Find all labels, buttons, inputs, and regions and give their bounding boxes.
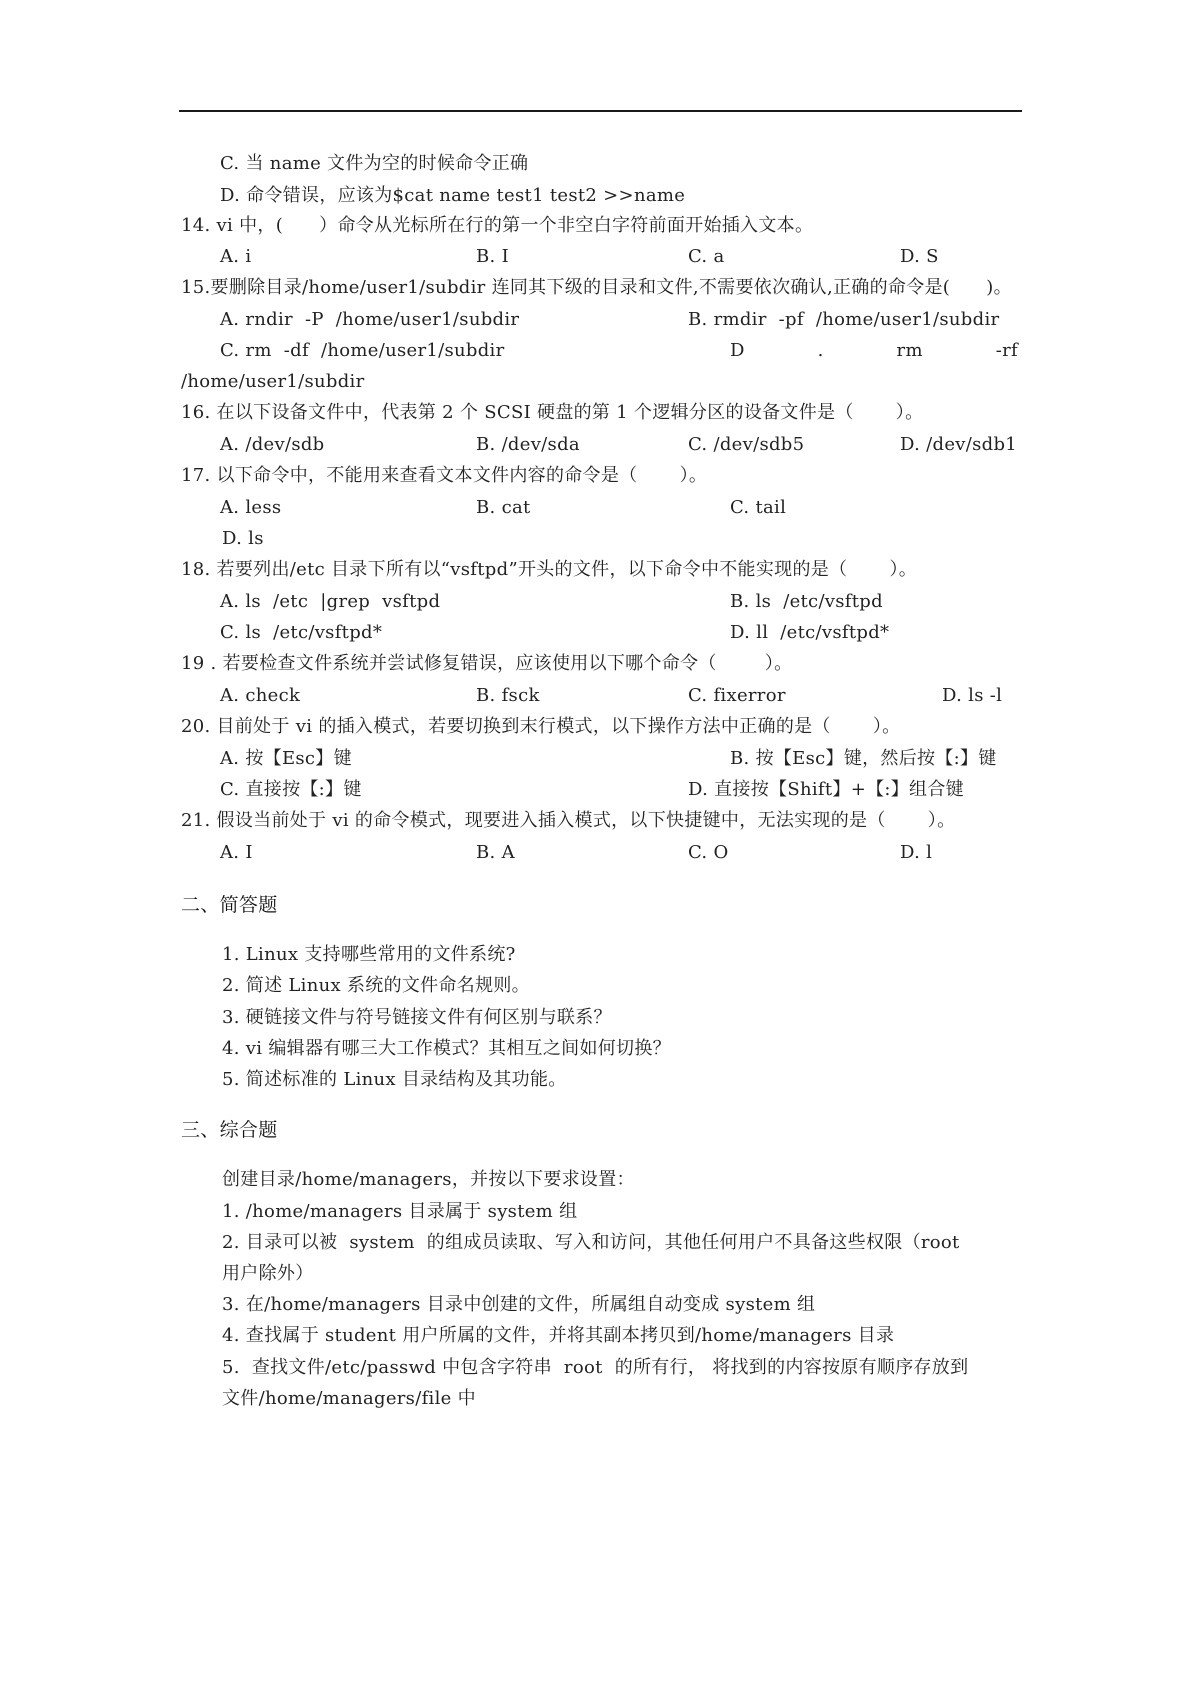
q16-stem: 16. 在以下设备文件中，代表第 2 个 SCSI 硬盘的第 1 个逻辑分区的设备文件是（ ）。 — [181, 402, 924, 423]
q17-option-c: C. tail — [730, 497, 787, 518]
q14-option-d: D. S — [900, 246, 939, 267]
q13-option-d: D. 命令错误，应该为$cat name test1 test2 >>name — [220, 185, 686, 206]
q19-option-a: A. check — [220, 685, 301, 706]
q21-stem: 21. 假设当前处于 vi 的命令模式，现要进入插入模式，以下快捷键中，无法实现的是（ ）。 — [181, 810, 956, 831]
q15-option-d-flag: -rf — [995, 340, 1018, 361]
q19-option-c: C. fixerror — [688, 685, 786, 706]
q18-option-c: C. ls /etc/vsftpd* — [220, 622, 383, 643]
q14-option-c: C. a — [688, 246, 725, 267]
q19-stem: 19 . 若要检查文件系统并尝试修复错误，应该使用以下哪个命令（ ）。 — [181, 653, 793, 674]
q17-option-a: A. less — [220, 497, 282, 518]
section-3-item-1: 1. /home/managers 目录属于 system 组 — [222, 1201, 578, 1222]
q21-option-c: C. O — [688, 842, 729, 863]
q17-option-d: D. ls — [222, 528, 264, 549]
header-rule — [179, 110, 1022, 112]
section-3-item-2: 2. 目录可以被 system 的组成员读取、写入和访问，其他任何用户不具备这些权限（root — [222, 1232, 960, 1253]
q15-option-d-dot: . — [817, 340, 824, 361]
section-3-item-3: 3. 在/home/managers 目录中创建的文件，所属组自动变成 system 组 — [222, 1294, 816, 1315]
q15-option-d-cmd: rm — [896, 340, 923, 361]
q15-stem: 15.要删除目录/home/user1/subdir 连同其下级的目录和文件,不需要依次确认,正确的命令是( )。 — [181, 277, 1012, 298]
section-2-item-4: 4. vi 编辑器有哪三大工作模式？其相互之间如何切换？ — [222, 1038, 671, 1059]
section-3-item-2-continued: 用户除外） — [222, 1263, 314, 1284]
q15-option-c: C. rm -df /home/user1/subdir — [220, 340, 505, 361]
q17-stem: 17. 以下命令中，不能用来查看文本文件内容的命令是（ ）。 — [181, 465, 708, 486]
q15-option-a: A. rndir -P /home/user1/subdir — [220, 309, 520, 330]
q20-stem: 20. 目前处于 vi 的插入模式，若要切换到末行模式，以下操作方法中正确的是（ ）。 — [181, 716, 901, 737]
q19-option-b: B. fsck — [476, 685, 540, 706]
q16-option-c: C. /dev/sdb5 — [688, 434, 805, 455]
q20-option-d: D. 直接按【Shift】+【:】组合键 — [688, 779, 964, 800]
q16-option-d: D. /dev/sdb1 — [900, 434, 1018, 455]
q15-option-b: B. rmdir -pf /home/user1/subdir — [688, 309, 1000, 330]
section-2-item-5: 5. 简述标准的 Linux 目录结构及其功能。 — [222, 1069, 567, 1090]
q21-option-a: A. I — [220, 842, 253, 863]
q15-option-d — [730, 339, 1018, 363]
q14-stem: 14. vi 中，( ）命令从光标所在行的第一个非空白字符前面开始插入文本。 — [181, 215, 814, 236]
q17-option-b: B. cat — [476, 497, 531, 518]
q18-option-d: D. ll /etc/vsftpd* — [730, 622, 890, 643]
q21-option-d: D. l — [900, 842, 933, 863]
q20-option-c: C. 直接按【:】键 — [220, 779, 362, 800]
q15-option-d-letter: D — [730, 340, 745, 361]
q15-option-d-continued: /home/user1/subdir — [181, 371, 365, 392]
q18-option-b: B. ls /etc/vsftpd — [730, 591, 883, 612]
section-2-title: 二、简答题 — [181, 894, 278, 916]
q20-option-a: A. 按【Esc】键 — [220, 748, 352, 769]
section-3-intro: 创建目录/home/managers，并按以下要求设置： — [222, 1169, 635, 1190]
q20-option-b: B. 按【Esc】键，然后按【:】键 — [730, 748, 997, 769]
q19-option-d: D. ls -l — [942, 685, 1003, 706]
q21-option-b: B. A — [476, 842, 515, 863]
q18-stem: 18. 若要列出/etc 目录下所有以“vsftpd”开头的文件，以下命令中不能实现的是（ ）。 — [181, 559, 918, 580]
q14-option-a: A. i — [220, 246, 252, 267]
q13-option-c: C. 当 name 文件为空的时候命令正确 — [220, 153, 529, 174]
q16-option-a: A. /dev/sdb — [220, 434, 325, 455]
section-2-item-3: 3. 硬链接文件与符号链接文件有何区别与联系？ — [222, 1007, 612, 1028]
section-2-item-1: 1. Linux 支持哪些常用的文件系统? — [222, 944, 516, 965]
q18-option-a: A. ls /etc |grep vsftpd — [220, 591, 441, 612]
q14-option-b: B. I — [476, 246, 509, 267]
section-2-item-2: 2. 简述 Linux 系统的文件命名规则。 — [222, 975, 530, 996]
section-3-item-5-continued: 文件/home/managers/file 中 — [222, 1388, 476, 1409]
section-3-item-4: 4. 查找属于 student 用户所属的文件，并将其副本拷贝到/home/managers 目录 — [222, 1325, 895, 1346]
q16-option-b: B. /dev/sda — [476, 434, 580, 455]
section-3-item-5: 5. 查找文件/etc/passwd 中包含字符串 root 的所有行， 将找到的内容按原有顺序存放到 — [222, 1357, 969, 1378]
section-3-title: 三、综合题 — [181, 1119, 278, 1141]
